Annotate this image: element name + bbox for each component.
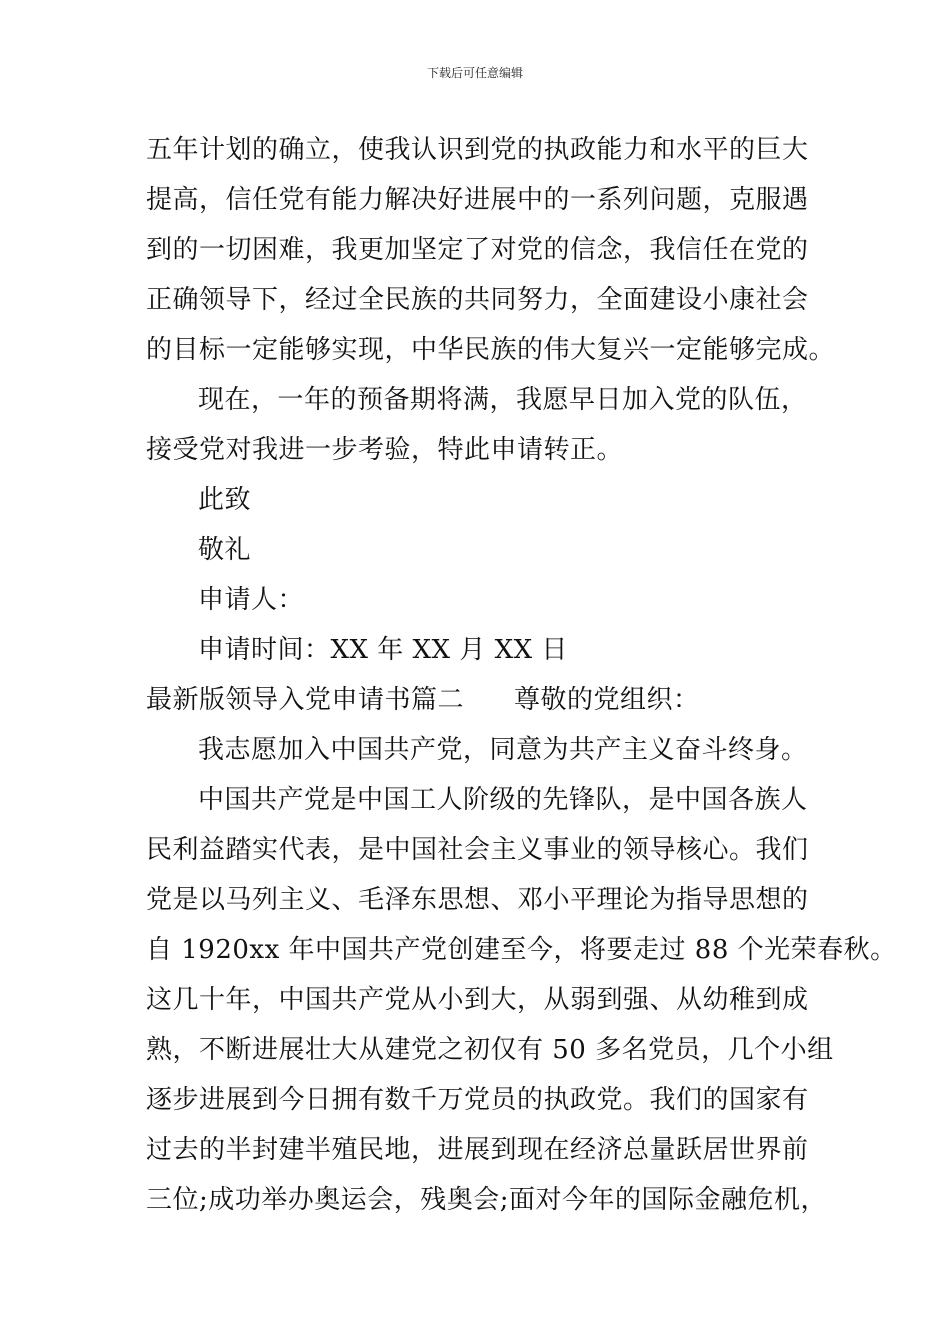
body-line: 过去的半封建半殖民地，进展到现在经济总量跃居世界前 (146, 1135, 809, 1165)
body-line: 三位;成功举办奥运会，残奥会;面对今年的国际金融危机， (146, 1185, 828, 1215)
body-line: 的目标一定能够实现，中华民族的伟大复兴一定能够完成。 (146, 335, 836, 365)
body-line: 现在，一年的预备期将满，我愿早日加入党的队伍， (198, 385, 808, 415)
body-line: 逐步进展到今日拥有数千万党员的执政党。我们的国家有 (146, 1085, 809, 1115)
closing-line: 此致 (198, 485, 252, 515)
section-heading (146, 678, 826, 728)
body-line: 中国共产党是中国工人阶级的先锋队，是中国各族人 (198, 785, 808, 815)
body-line: 熟，不断进展壮大从建党之初仅有 50 多名党员，几个小组 (146, 1035, 834, 1065)
body-line: 五年计划的确立，使我认识到党的执政能力和水平的巨大 (146, 135, 809, 165)
body-line: 党是以马列主义、毛泽东思想、邓小平理论为指导思想的 (146, 885, 809, 915)
body-line: 这几十年，中国共产党从小到大，从弱到强、从幼稚到成 (146, 985, 809, 1015)
body-line: 民利益踏实代表，是中国社会主义事业的领导核心。我们 (146, 835, 809, 865)
salutation: 尊敬的党组织： (514, 685, 700, 715)
body-line: 接受党对我进一步考验，特此申请转正。 (146, 435, 624, 465)
body-line: 我志愿加入中国共产党，同意为共产主义奋斗终身。 (198, 735, 808, 765)
applicant-line: 申请人： (198, 585, 305, 615)
page-header: 下载后可任意编辑 (426, 66, 523, 80)
date-line: 申请时间：XX 年 XX 月 XX 日 (198, 635, 568, 665)
closing-line: 敬礼 (198, 535, 252, 565)
body-line: 到的一切困难，我更加坚定了对党的信念，我信任在党的 (146, 235, 809, 265)
body-line: 提高，信任党有能力解决好进展中的一系列问题，克服遇 (146, 185, 809, 215)
section-title: 最新版领导入党申请书篇二 (146, 685, 465, 715)
body-line: 正确领导下，经过全民族的共同努力，全面建设小康社会 (146, 285, 809, 315)
body-line: 自 1920xx 年中国共产党创建至今，将要走过 88 个光荣春秋。 (146, 935, 897, 965)
document-body (146, 128, 897, 1228)
